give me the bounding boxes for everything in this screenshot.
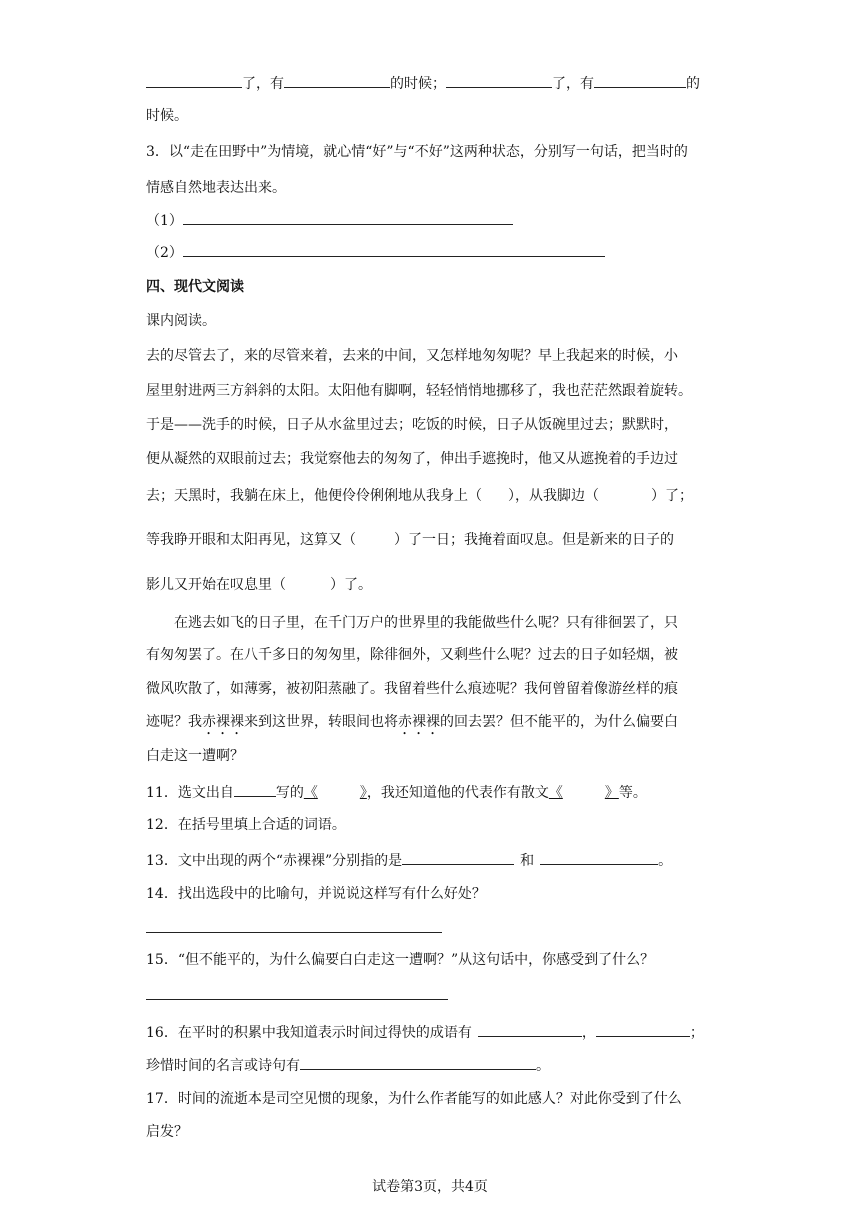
q2-answer-line [146, 73, 700, 94]
text: 的时候； [390, 76, 446, 92]
answer-blank[interactable] [300, 1055, 536, 1070]
answer-blank[interactable] [594, 73, 686, 88]
text: 了，有 [242, 76, 284, 92]
text: 了，有 [552, 76, 594, 92]
passage-line: 屋里射进两三方斜斜的太阳。太阳他有脚啊，轻轻悄悄地挪移了，我也茫茫然跟着旋转。 [146, 383, 692, 399]
passage-line [146, 486, 693, 506]
answer-line[interactable] [146, 932, 442, 933]
question-15: 15．“但不能平的，为什么偏要白白走这一遭啊？”从这句话中，你感受到了什么？ [146, 952, 655, 968]
answer-blank[interactable] [146, 73, 242, 88]
section-title: 四、现代文阅读 [146, 279, 244, 295]
text: 来到这世界，转眼间也将 [244, 714, 398, 730]
text: 11．选文出自 [146, 785, 234, 801]
question-13 [146, 850, 672, 871]
text: ），从我脚边（ [508, 488, 599, 504]
passage-line: 便从凝然的双眼前过去；我觉察他去的匆匆了，伸出手遮挽时，他又从遮挽着的手边过 [146, 451, 678, 467]
text: 》 [604, 785, 619, 801]
text: 《 [303, 785, 318, 801]
text: 等我睁开眼和太阳再见，这算又（ [146, 532, 356, 548]
passage-line: 在逃去如飞的日子里，在千门万户的世界里的我能做些什么呢？只有徘徊罢了，只 [174, 615, 678, 631]
q2-line2: 时候。 [146, 108, 188, 124]
emphasized-word: 赤裸裸 [202, 714, 244, 730]
question-17-cont: 启发？ [146, 1124, 188, 1140]
text: ， [581, 1025, 596, 1041]
passage-line: 白走这一遭啊？ [146, 748, 244, 764]
section-subtitle: 课内阅读。 [146, 313, 216, 329]
passage-line: 去的尽管去了，来的尽管来着，去来的中间，又怎样地匆匆呢？早上我起来的时候，小 [146, 348, 678, 364]
question-12: 12．在括号里填上合适的词语。 [146, 817, 346, 833]
text: 去；天黑时，我躺在床上，他便伶伶俐俐地从我身上（ [146, 488, 482, 504]
question-16-cont [146, 1055, 550, 1076]
passage-line: 于是——洗手的时候，日子从水盆里过去；吃饭的时候，日子从饭碗里过去；默默时， [146, 417, 678, 433]
question-3: 3．以“走在田野中”为情境，就心情“好”与“不好”这两种状态，分别写一句话，把当时的 [146, 144, 688, 160]
text: 。 [536, 1058, 550, 1074]
passage-line [146, 575, 372, 595]
text: 13．文中出现的两个“赤裸裸”分别指的是 [146, 853, 403, 869]
answer-blank[interactable] [234, 782, 276, 797]
text: 的回去罢？但不能平的，为什么偏要白 [440, 714, 678, 730]
title-blank[interactable] [304, 785, 367, 801]
text: 《 [548, 785, 563, 801]
text: ）了一日；我掩着面叹息。但是新来的日子的 [394, 532, 674, 548]
answer-blank[interactable] [596, 1022, 690, 1037]
text: ）了。 [330, 577, 372, 593]
text: 影儿又开始在叹息里（ [146, 577, 286, 593]
answer-blank[interactable] [478, 1022, 582, 1037]
passage-line [146, 530, 674, 550]
text: 写的 [275, 785, 304, 801]
question-14: 14．找出选段中的比喻句，并说说这样写有什么好处？ [146, 886, 486, 902]
question-11 [146, 782, 647, 803]
passage-line: 微风吹散了，如薄雾，被初阳蒸融了。我留着些什么痕迹呢？我何曾留着像游丝样的痕 [146, 681, 678, 697]
text: 等。 [618, 785, 647, 801]
answer-blank[interactable] [183, 210, 513, 225]
emphasized-word: 赤裸裸 [398, 714, 440, 730]
text: 16．在平时的积累中我知道表示时间过得快的成语有 [146, 1025, 472, 1041]
q3-answer-1 [146, 210, 513, 231]
title-blank[interactable] [549, 785, 619, 801]
answer-blank[interactable] [183, 242, 605, 257]
text: ）了； [651, 488, 693, 504]
text: 迹呢？我 [146, 714, 202, 730]
answer-blank[interactable] [540, 850, 658, 865]
text: 和 [520, 853, 535, 869]
answer-blank[interactable] [446, 73, 552, 88]
answer-blank[interactable] [284, 73, 390, 88]
question-17: 17．时间的流逝本是司空见惯的现象，为什么作者能写的如此感人？对此你受到了什么 [146, 1091, 682, 1107]
q3-answer-2 [146, 242, 605, 263]
page-footer: 试卷第3页，共4页 [372, 1179, 488, 1195]
label: （1） [146, 213, 183, 229]
label: （2） [146, 245, 183, 261]
answer-line[interactable] [146, 999, 448, 1000]
passage-line: 有匆匆罢了。在八千多日的匆匆里，除徘徊外，又剩些什么呢？过去的日子如轻烟，被 [146, 647, 678, 663]
question-16 [146, 1022, 704, 1043]
answer-blank[interactable] [402, 850, 514, 865]
question-3-cont: 情感自然地表达出来。 [146, 180, 286, 196]
text: ； [689, 1025, 704, 1041]
text: 。 [658, 853, 673, 869]
text: ，我还知道他的代表作有散文 [366, 785, 549, 801]
passage-line [146, 712, 678, 738]
text: 珍惜时间的名言或诗句有 [146, 1058, 300, 1074]
text: 的 [686, 76, 700, 92]
text: 》 [359, 785, 367, 801]
